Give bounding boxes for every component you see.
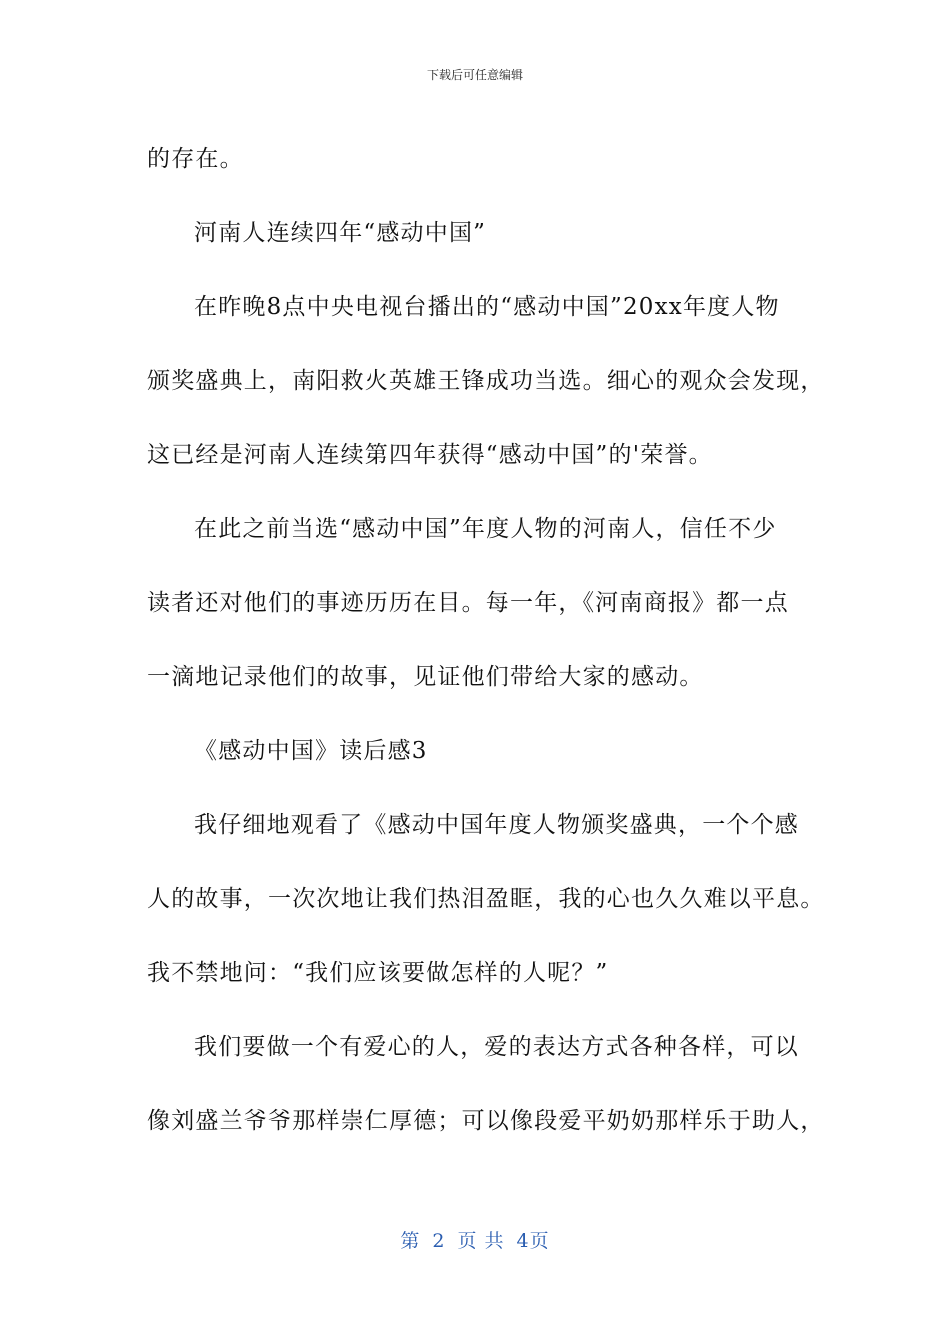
footer-prefix: 第 <box>400 1230 421 1252</box>
text-line-10: 我仔细地观看了《感动中国年度人物颁奖盛典，一个个感 <box>194 812 799 838</box>
text-line-5: 这已经是河南人连续第四年获得“感动中国”的'荣誉。 <box>147 442 713 468</box>
text-line-13: 我们要做一个有爱心的人，爱的表达方式各种各样，可以 <box>194 1034 799 1060</box>
text-line-6: 在此之前当选“感动中国”年度人物的河南人，信任不少 <box>194 516 777 542</box>
text-line-9: 《感动中国》读后感3 <box>194 738 428 764</box>
text-line-4: 颁奖盛典上，南阳救火英雄王锋成功当选。细心的观众会发现， <box>147 368 825 394</box>
page-footer <box>0 1226 950 1253</box>
text-line-2: 河南人连续四年“感动中国” <box>194 220 487 246</box>
text-line-8: 一滴地记录他们的故事，见证他们带给大家的感动。 <box>147 664 704 690</box>
text-line-7: 读者还对他们的事迹历历在目。每一年，《河南商报》都一点 <box>147 590 789 616</box>
text-line-14: 像刘盛兰爷爷那样崇仁厚德；可以像段爱平奶奶那样乐于助人， <box>147 1108 825 1134</box>
footer-current-page: 2 <box>432 1230 446 1252</box>
text-line-3: 在昨晚8点中央电视台播出的“感动中国”20xx年度人物 <box>194 294 780 320</box>
footer-total-pages: 4页 <box>516 1230 550 1252</box>
text-line-1: 的存在。 <box>147 146 244 172</box>
text-line-12: 我不禁地问：“我们应该要做怎样的人呢？” <box>147 960 609 986</box>
footer-middle: 页 共 <box>457 1230 505 1252</box>
page-header: 下载后可任意编辑 <box>426 68 523 82</box>
text-line-11: 人的故事，一次次地让我们热泪盈眶，我的心也久久难以平息。 <box>147 886 825 912</box>
body-text <box>147 122 825 1158</box>
